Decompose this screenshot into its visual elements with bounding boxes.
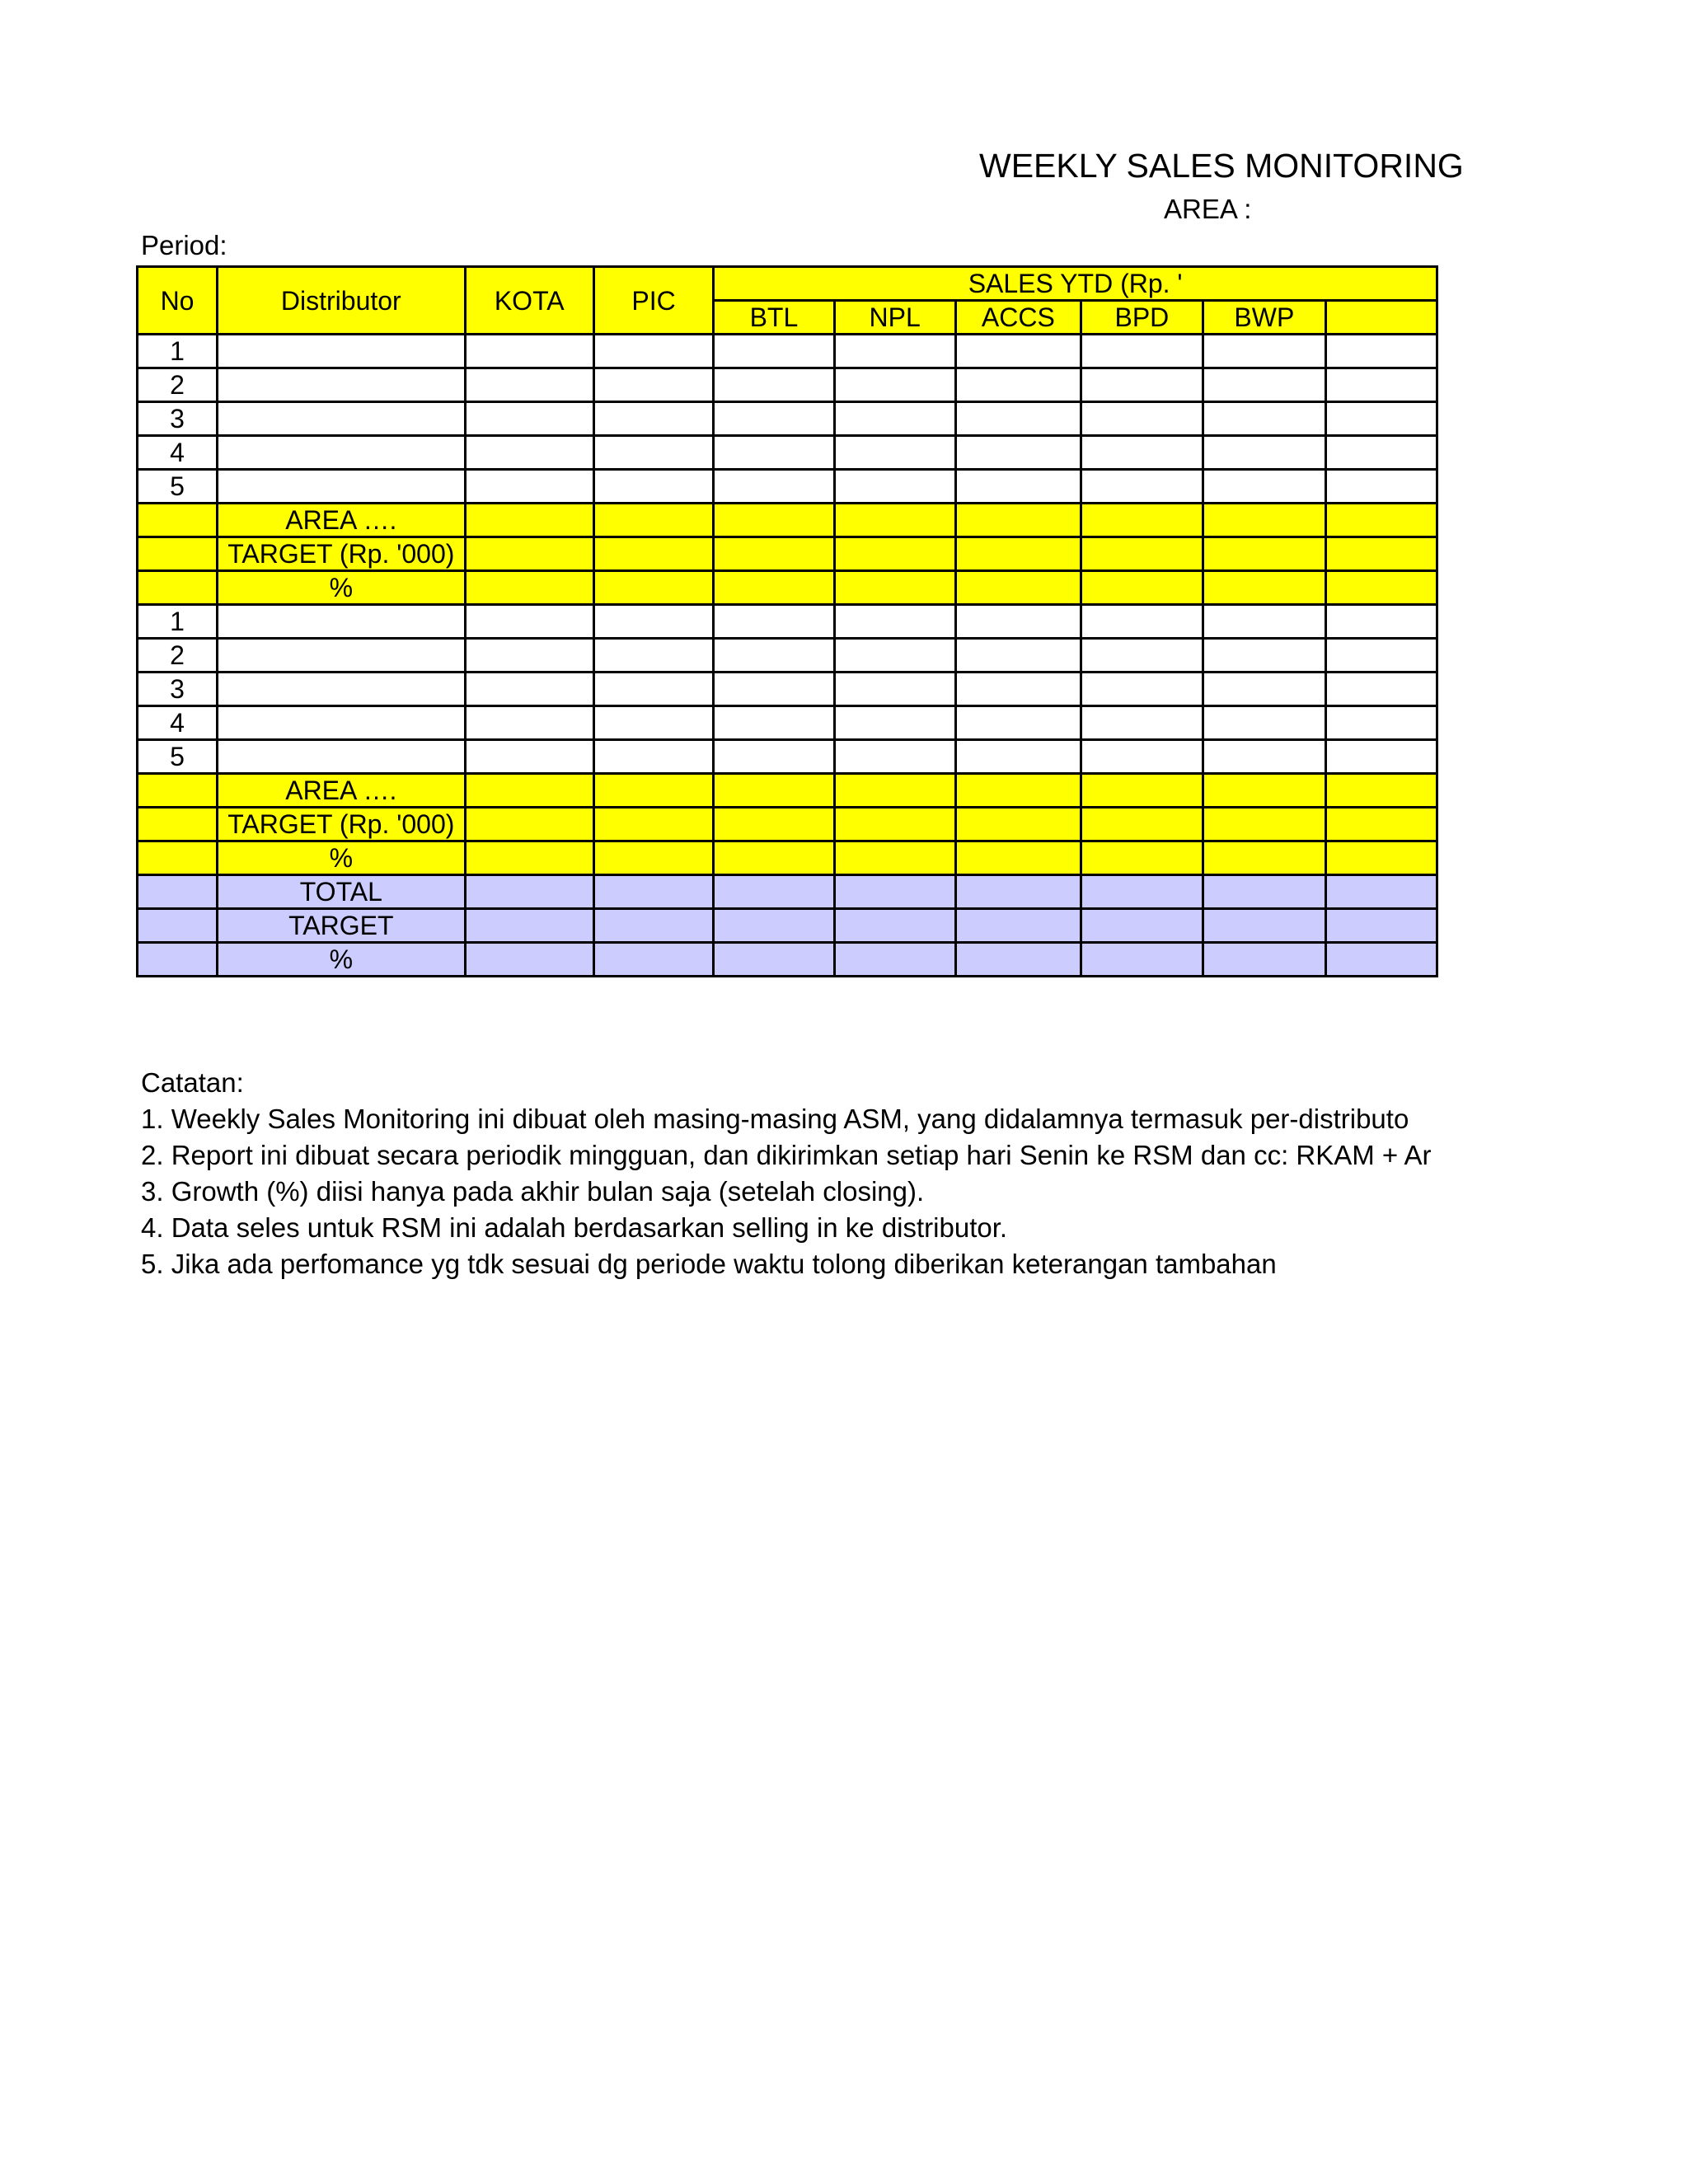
cell[interactable] bbox=[138, 841, 218, 875]
cell[interactable] bbox=[834, 841, 955, 875]
cell[interactable] bbox=[955, 673, 1081, 706]
cell[interactable] bbox=[1325, 335, 1437, 368]
cell[interactable] bbox=[593, 639, 713, 673]
cell[interactable] bbox=[1325, 673, 1437, 706]
cell[interactable] bbox=[1081, 875, 1203, 909]
cell[interactable] bbox=[834, 605, 955, 639]
cell[interactable] bbox=[714, 335, 834, 368]
cell[interactable] bbox=[1081, 774, 1203, 808]
cell[interactable] bbox=[834, 943, 955, 977]
cell[interactable] bbox=[593, 706, 713, 740]
cell[interactable] bbox=[955, 639, 1081, 673]
cell[interactable] bbox=[955, 402, 1081, 436]
cell[interactable] bbox=[714, 436, 834, 470]
cell[interactable] bbox=[714, 808, 834, 841]
cell[interactable] bbox=[465, 368, 593, 402]
cell[interactable] bbox=[1325, 740, 1437, 774]
cell[interactable] bbox=[834, 639, 955, 673]
cell[interactable] bbox=[465, 943, 593, 977]
percent-label-cell: % bbox=[218, 841, 466, 875]
report-title: WEEKLY SALES MONITORING bbox=[979, 147, 1464, 185]
cell[interactable] bbox=[714, 537, 834, 571]
cell[interactable] bbox=[1203, 909, 1325, 943]
cell[interactable] bbox=[955, 368, 1081, 402]
cell[interactable] bbox=[593, 808, 713, 841]
cell[interactable] bbox=[834, 368, 955, 402]
cell[interactable] bbox=[218, 673, 466, 706]
cell[interactable] bbox=[1081, 571, 1203, 605]
cell[interactable] bbox=[1081, 504, 1203, 537]
cell[interactable] bbox=[218, 605, 466, 639]
cell[interactable] bbox=[593, 571, 713, 605]
cell[interactable] bbox=[138, 909, 218, 943]
header-kota: KOTA bbox=[465, 267, 593, 335]
cell[interactable] bbox=[1325, 875, 1437, 909]
cell[interactable] bbox=[1081, 436, 1203, 470]
note-item: 1. Weekly Sales Monitoring ini dibuat oleh masing-masing ASM, yang didalamnya termasuk per-distributo bbox=[141, 1104, 1409, 1134]
cell[interactable] bbox=[834, 402, 955, 436]
cell[interactable] bbox=[593, 605, 713, 639]
cell[interactable] bbox=[593, 504, 713, 537]
table-row bbox=[138, 605, 1437, 639]
row-number: 1 bbox=[138, 605, 218, 639]
cell[interactable] bbox=[465, 537, 593, 571]
cell[interactable] bbox=[1325, 774, 1437, 808]
cell[interactable] bbox=[1081, 808, 1203, 841]
cell[interactable] bbox=[834, 571, 955, 605]
total-percent-row bbox=[138, 943, 1437, 977]
cell[interactable] bbox=[834, 875, 955, 909]
notes-section bbox=[141, 1065, 1438, 1282]
note-item: 2. Report ini dibuat secara periodik mingguan, dan dikirimkan setiap hari Senin ke RSM dan cc: RKAM + Ar bbox=[141, 1140, 1432, 1170]
cell[interactable] bbox=[593, 875, 713, 909]
cell[interactable] bbox=[1203, 774, 1325, 808]
row-number: 4 bbox=[138, 436, 218, 470]
area-percent-row bbox=[138, 571, 1437, 605]
cell[interactable] bbox=[1081, 605, 1203, 639]
cell[interactable] bbox=[1325, 909, 1437, 943]
cell[interactable] bbox=[465, 402, 593, 436]
cell[interactable] bbox=[714, 774, 834, 808]
subheader-next bbox=[1325, 301, 1437, 335]
cell[interactable] bbox=[465, 605, 593, 639]
cell[interactable] bbox=[1203, 605, 1325, 639]
cell[interactable] bbox=[1081, 673, 1203, 706]
total-label-cell: TOTAL bbox=[218, 875, 466, 909]
total-percent-label-cell: % bbox=[218, 943, 466, 977]
cell[interactable] bbox=[138, 774, 218, 808]
period-label: Period: bbox=[141, 230, 227, 260]
note-item: 5. Jika ada perfomance yg tdk sesuai dg periode waktu tolong diberikan keterangan tambahan bbox=[141, 1249, 1277, 1279]
cell[interactable] bbox=[955, 943, 1081, 977]
subheader-bwp: BWP bbox=[1203, 301, 1325, 335]
cell[interactable] bbox=[955, 740, 1081, 774]
header-pic: PIC bbox=[593, 267, 713, 335]
table-row bbox=[138, 639, 1437, 673]
cell[interactable] bbox=[218, 470, 466, 504]
cell[interactable] bbox=[465, 841, 593, 875]
area-label-cell: AREA …. bbox=[218, 504, 466, 537]
cell[interactable] bbox=[834, 436, 955, 470]
table-row bbox=[138, 470, 1437, 504]
cell[interactable] bbox=[1081, 335, 1203, 368]
cell[interactable] bbox=[714, 470, 834, 504]
cell[interactable] bbox=[1325, 808, 1437, 841]
cell[interactable] bbox=[955, 841, 1081, 875]
subheader-btl: BTL bbox=[714, 301, 834, 335]
cell[interactable] bbox=[714, 875, 834, 909]
cell[interactable] bbox=[465, 875, 593, 909]
area-subtotal-row bbox=[138, 504, 1437, 537]
cell[interactable] bbox=[218, 368, 466, 402]
cell[interactable] bbox=[465, 673, 593, 706]
table-row bbox=[138, 368, 1437, 402]
cell[interactable] bbox=[955, 808, 1081, 841]
note-item: 3. Growth (%) diisi hanya pada akhir bulan saja (setelah closing). bbox=[141, 1176, 925, 1207]
cell[interactable] bbox=[955, 605, 1081, 639]
cell[interactable] bbox=[955, 706, 1081, 740]
target-label-cell: TARGET (Rp. '000) bbox=[218, 537, 466, 571]
cell[interactable] bbox=[593, 943, 713, 977]
cell[interactable] bbox=[1081, 943, 1203, 977]
cell[interactable] bbox=[955, 875, 1081, 909]
cell[interactable] bbox=[465, 639, 593, 673]
cell[interactable] bbox=[955, 909, 1081, 943]
cell[interactable] bbox=[1203, 639, 1325, 673]
sales-table-container bbox=[136, 265, 1438, 1037]
cell[interactable] bbox=[593, 740, 713, 774]
cell[interactable] bbox=[593, 402, 713, 436]
cell[interactable] bbox=[1081, 740, 1203, 774]
cell[interactable] bbox=[593, 841, 713, 875]
cell[interactable] bbox=[1203, 504, 1325, 537]
cell[interactable] bbox=[465, 436, 593, 470]
header-distributor: Distributor bbox=[218, 267, 466, 335]
cell[interactable] bbox=[1325, 706, 1437, 740]
cell[interactable] bbox=[138, 943, 218, 977]
cell[interactable] bbox=[593, 470, 713, 504]
area-target-row bbox=[138, 537, 1437, 571]
cell[interactable] bbox=[834, 909, 955, 943]
cell[interactable] bbox=[138, 808, 218, 841]
total-row bbox=[138, 875, 1437, 909]
cell[interactable] bbox=[1325, 470, 1437, 504]
cell[interactable] bbox=[465, 740, 593, 774]
total-target-row bbox=[138, 909, 1437, 943]
cell[interactable] bbox=[1325, 368, 1437, 402]
area-percent-row bbox=[138, 841, 1437, 875]
area-subtotal-row bbox=[138, 774, 1437, 808]
cell[interactable] bbox=[465, 335, 593, 368]
cell[interactable] bbox=[834, 504, 955, 537]
cell[interactable] bbox=[218, 639, 466, 673]
cell[interactable] bbox=[714, 402, 834, 436]
cell[interactable] bbox=[714, 706, 834, 740]
cell[interactable] bbox=[138, 875, 218, 909]
cell[interactable] bbox=[593, 436, 713, 470]
row-number: 3 bbox=[138, 673, 218, 706]
cell[interactable] bbox=[834, 706, 955, 740]
cell[interactable] bbox=[955, 470, 1081, 504]
cell[interactable] bbox=[1203, 436, 1325, 470]
cell[interactable] bbox=[1081, 537, 1203, 571]
subheader-accs: ACCS bbox=[955, 301, 1081, 335]
cell[interactable] bbox=[593, 368, 713, 402]
cell[interactable] bbox=[834, 808, 955, 841]
cell[interactable] bbox=[1203, 808, 1325, 841]
table-row bbox=[138, 740, 1437, 774]
cell[interactable] bbox=[955, 571, 1081, 605]
header-sales-ytd: SALES YTD (Rp. ' bbox=[714, 267, 1437, 301]
header-row bbox=[138, 267, 1437, 301]
cell[interactable] bbox=[218, 436, 466, 470]
cell[interactable] bbox=[1203, 943, 1325, 977]
cell[interactable] bbox=[1081, 841, 1203, 875]
cell[interactable] bbox=[714, 943, 834, 977]
cell[interactable] bbox=[593, 537, 713, 571]
cell[interactable] bbox=[1203, 335, 1325, 368]
cell[interactable] bbox=[955, 436, 1081, 470]
cell[interactable] bbox=[593, 909, 713, 943]
cell[interactable] bbox=[1203, 875, 1325, 909]
cell[interactable] bbox=[714, 909, 834, 943]
cell[interactable] bbox=[465, 909, 593, 943]
row-number: 5 bbox=[138, 740, 218, 774]
row-number: 1 bbox=[138, 335, 218, 368]
cell[interactable] bbox=[714, 571, 834, 605]
cell[interactable] bbox=[593, 774, 713, 808]
cell[interactable] bbox=[218, 740, 466, 774]
cell[interactable] bbox=[1325, 537, 1437, 571]
row-number: 3 bbox=[138, 402, 218, 436]
cell[interactable] bbox=[1081, 706, 1203, 740]
cell[interactable] bbox=[1203, 537, 1325, 571]
cell[interactable] bbox=[218, 706, 466, 740]
cell[interactable] bbox=[1081, 470, 1203, 504]
cell[interactable] bbox=[1203, 368, 1325, 402]
subheader-npl: NPL bbox=[834, 301, 955, 335]
cell[interactable] bbox=[834, 335, 955, 368]
cell[interactable] bbox=[955, 774, 1081, 808]
cell[interactable] bbox=[955, 335, 1081, 368]
cell[interactable] bbox=[1203, 706, 1325, 740]
row-number: 5 bbox=[138, 470, 218, 504]
cell[interactable] bbox=[1325, 841, 1437, 875]
cell[interactable] bbox=[1325, 402, 1437, 436]
cell[interactable] bbox=[714, 740, 834, 774]
cell[interactable] bbox=[834, 774, 955, 808]
cell[interactable] bbox=[1325, 639, 1437, 673]
cell[interactable] bbox=[465, 470, 593, 504]
cell[interactable] bbox=[1325, 571, 1437, 605]
area-label: AREA : bbox=[1164, 194, 1252, 224]
row-number: 2 bbox=[138, 639, 218, 673]
table-row bbox=[138, 706, 1437, 740]
cell[interactable] bbox=[465, 571, 593, 605]
cell[interactable] bbox=[834, 537, 955, 571]
sales-table bbox=[136, 265, 1438, 977]
cell[interactable] bbox=[1203, 740, 1325, 774]
notes-heading: Catatan: bbox=[141, 1067, 244, 1098]
cell[interactable] bbox=[138, 504, 218, 537]
cell[interactable] bbox=[714, 639, 834, 673]
cell[interactable] bbox=[1203, 841, 1325, 875]
cell[interactable] bbox=[1203, 673, 1325, 706]
cell[interactable] bbox=[714, 605, 834, 639]
cell[interactable] bbox=[1081, 402, 1203, 436]
cell[interactable] bbox=[465, 774, 593, 808]
cell[interactable] bbox=[138, 571, 218, 605]
cell[interactable] bbox=[834, 673, 955, 706]
cell[interactable] bbox=[593, 673, 713, 706]
cell[interactable] bbox=[1325, 436, 1437, 470]
subheader-bpd: BPD bbox=[1081, 301, 1203, 335]
target-label-cell: TARGET (Rp. '000) bbox=[218, 808, 466, 841]
row-number: 4 bbox=[138, 706, 218, 740]
cell[interactable] bbox=[714, 841, 834, 875]
cell[interactable] bbox=[138, 537, 218, 571]
cell[interactable] bbox=[465, 706, 593, 740]
total-target-label-cell: TARGET bbox=[218, 909, 466, 943]
cell[interactable] bbox=[834, 740, 955, 774]
cell[interactable] bbox=[593, 335, 713, 368]
table-row bbox=[138, 402, 1437, 436]
cell[interactable] bbox=[1081, 368, 1203, 402]
area-target-row bbox=[138, 808, 1437, 841]
cell[interactable] bbox=[714, 368, 834, 402]
cell[interactable] bbox=[1203, 402, 1325, 436]
cell[interactable] bbox=[465, 808, 593, 841]
note-item: 4. Data seles untuk RSM ini adalah berdasarkan selling in ke distributor. bbox=[141, 1212, 1008, 1243]
table-row bbox=[138, 335, 1437, 368]
table-row bbox=[138, 673, 1437, 706]
cell[interactable] bbox=[1325, 943, 1437, 977]
header-no: No bbox=[138, 267, 218, 335]
cell[interactable] bbox=[955, 537, 1081, 571]
area-label-cell: AREA …. bbox=[218, 774, 466, 808]
cell[interactable] bbox=[1203, 470, 1325, 504]
table-row bbox=[138, 436, 1437, 470]
cell[interactable] bbox=[218, 335, 466, 368]
cell[interactable] bbox=[1081, 909, 1203, 943]
cell[interactable] bbox=[714, 673, 834, 706]
percent-label-cell: % bbox=[218, 571, 466, 605]
cell[interactable] bbox=[465, 504, 593, 537]
cell[interactable] bbox=[1203, 571, 1325, 605]
cell[interactable] bbox=[218, 402, 466, 436]
cell[interactable] bbox=[1325, 504, 1437, 537]
cell[interactable] bbox=[834, 470, 955, 504]
row-number: 2 bbox=[138, 368, 218, 402]
cell[interactable] bbox=[1325, 605, 1437, 639]
cell[interactable] bbox=[1081, 639, 1203, 673]
cell[interactable] bbox=[714, 504, 834, 537]
cell[interactable] bbox=[955, 504, 1081, 537]
